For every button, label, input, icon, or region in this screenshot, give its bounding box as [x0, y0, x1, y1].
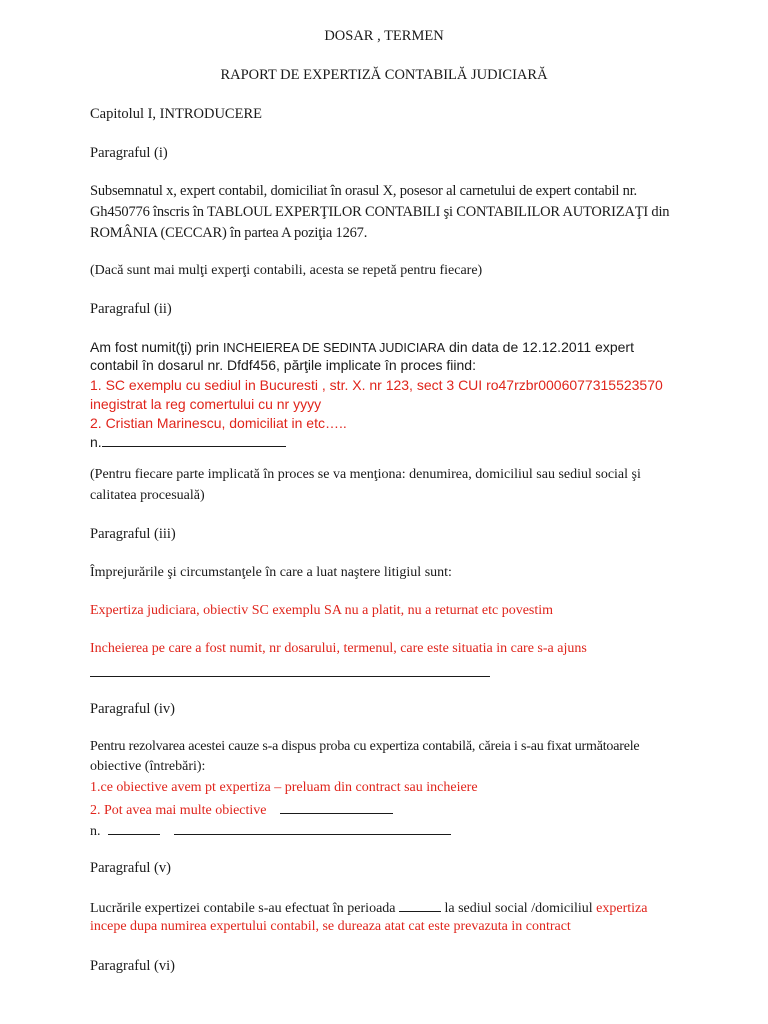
objective-item-2 [90, 800, 393, 820]
paragraph-i-heading: Paragraful (i) [90, 145, 168, 161]
work-period-text: Lucrările expertizei contabile s-au efectuat în perioada [90, 901, 396, 916]
appointment-document: INCHEIEREA DE SEDINTA JUDICIARA [223, 341, 446, 355]
paragraph-iv-heading: Paragraful (iv) [90, 701, 175, 717]
work-note-start: expertiza [596, 901, 648, 916]
party-item-1 [90, 376, 663, 394]
objective-item-1: 1.ce obiective avem pt expertiza – preluam din contract sau incheiere [90, 780, 478, 795]
paragraph-iv-line-1: Pentru rezolvarea acestei cauze s-a dispus proba cu expertiza contabilă, căreia i s-au fixat următoarele [90, 739, 640, 754]
work-location-text: la sediul social /domiciliul [444, 901, 593, 916]
paragraph-ii-line-1 [90, 338, 634, 357]
paragraph-v-line-1 [90, 898, 647, 918]
party-item-1-text: SC exemplu cu sediul in Bucuresti , str. X. nr 123, sect 3 CUI ro47rzbr0006077315523570 [105, 377, 663, 393]
paragraph-v-line-2: incepe dupa numirea expertului contabil, se dureaza atat cat este prevazuta in contract [90, 919, 571, 934]
objective-item-n [90, 821, 451, 841]
party-item-n-label: n. [90, 434, 102, 450]
appointment-text: Am fost numit(ţi) prin [90, 339, 220, 355]
paragraph-iv-line-2: obiective (întrebări): [90, 759, 206, 774]
paragraph-i-line-2: Gh450776 înscris în TABLOUL EXPERŢILOR CONTABILI şi CONTABILILOR AUTORIZAŢI din [90, 204, 670, 220]
dosar-termen: DOSAR , TERMEN [324, 28, 444, 44]
objective-item-2-text: 2. Pot avea mai multe obiective [90, 803, 267, 818]
separator-line [90, 676, 490, 677]
paragraph-i-line-3: ROMÂNIA (CECCAR) în partea A poziţia 1267. [90, 225, 368, 241]
paragraph-ii-note-2: calitatea procesuală) [90, 488, 205, 503]
paragraph-iii-red-2: Incheierea pe care a fost numit, nr dosarului, termenul, care este situatia in care s-a ajuns [90, 641, 587, 656]
party-item-n [90, 433, 286, 451]
party-item-1-number: 1. [90, 377, 102, 393]
paragraph-iii-line-1: Împrejurările şi circumstanţele în care a luat naştere litigiul sunt: [90, 565, 452, 580]
blank-line [102, 433, 286, 447]
paragraph-i-note: (Dacă sunt mai mulţi experţi contabili, acesta se repetă pentru fiecare) [90, 263, 483, 278]
party-item-1-continuation: inegistrat la reg comertului cu nr yyyy [90, 396, 322, 412]
blank-line [280, 800, 393, 814]
paragraph-vi-heading: Paragraful (vi) [90, 958, 175, 974]
party-item-2: 2. Cristian Marinescu, domiciliat in etc….. [90, 415, 347, 431]
paragraph-iii-heading: Paragraful (iii) [90, 526, 176, 542]
document-title: RAPORT DE EXPERTIZĂ CONTABILĂ JUDICIARĂ [220, 67, 548, 83]
paragraph-v-heading: Paragraful (v) [90, 860, 171, 876]
paragraph-ii-heading: Paragraful (ii) [90, 301, 172, 317]
chapter-heading: Capitolul I, INTRODUCERE [90, 106, 262, 122]
blank-line [174, 821, 451, 835]
paragraph-i-line-1: Subsemnatul x, expert contabil, domiciliat în orasul X, posesor al carnetului de expert contabil nr. [90, 183, 637, 199]
objective-item-n-label: n. [90, 824, 101, 839]
appointment-date: din data de 12.12.2011 expert [448, 339, 634, 355]
paragraph-ii-line-2: contabil în dosarul nr. Dfdf456, părţile implicate în proces fiind: [90, 357, 476, 373]
blank-line [399, 898, 441, 912]
paragraph-iii-red-1: Expertiza judiciara, obiectiv SC exemplu SA nu a platit, nu a returnat etc povestim [90, 603, 554, 618]
blank-line [108, 821, 160, 835]
paragraph-ii-note-1: (Pentru fiecare parte implicată în proces se va menţiona: denumirea, domiciliul sau sediul social şi [90, 467, 641, 482]
